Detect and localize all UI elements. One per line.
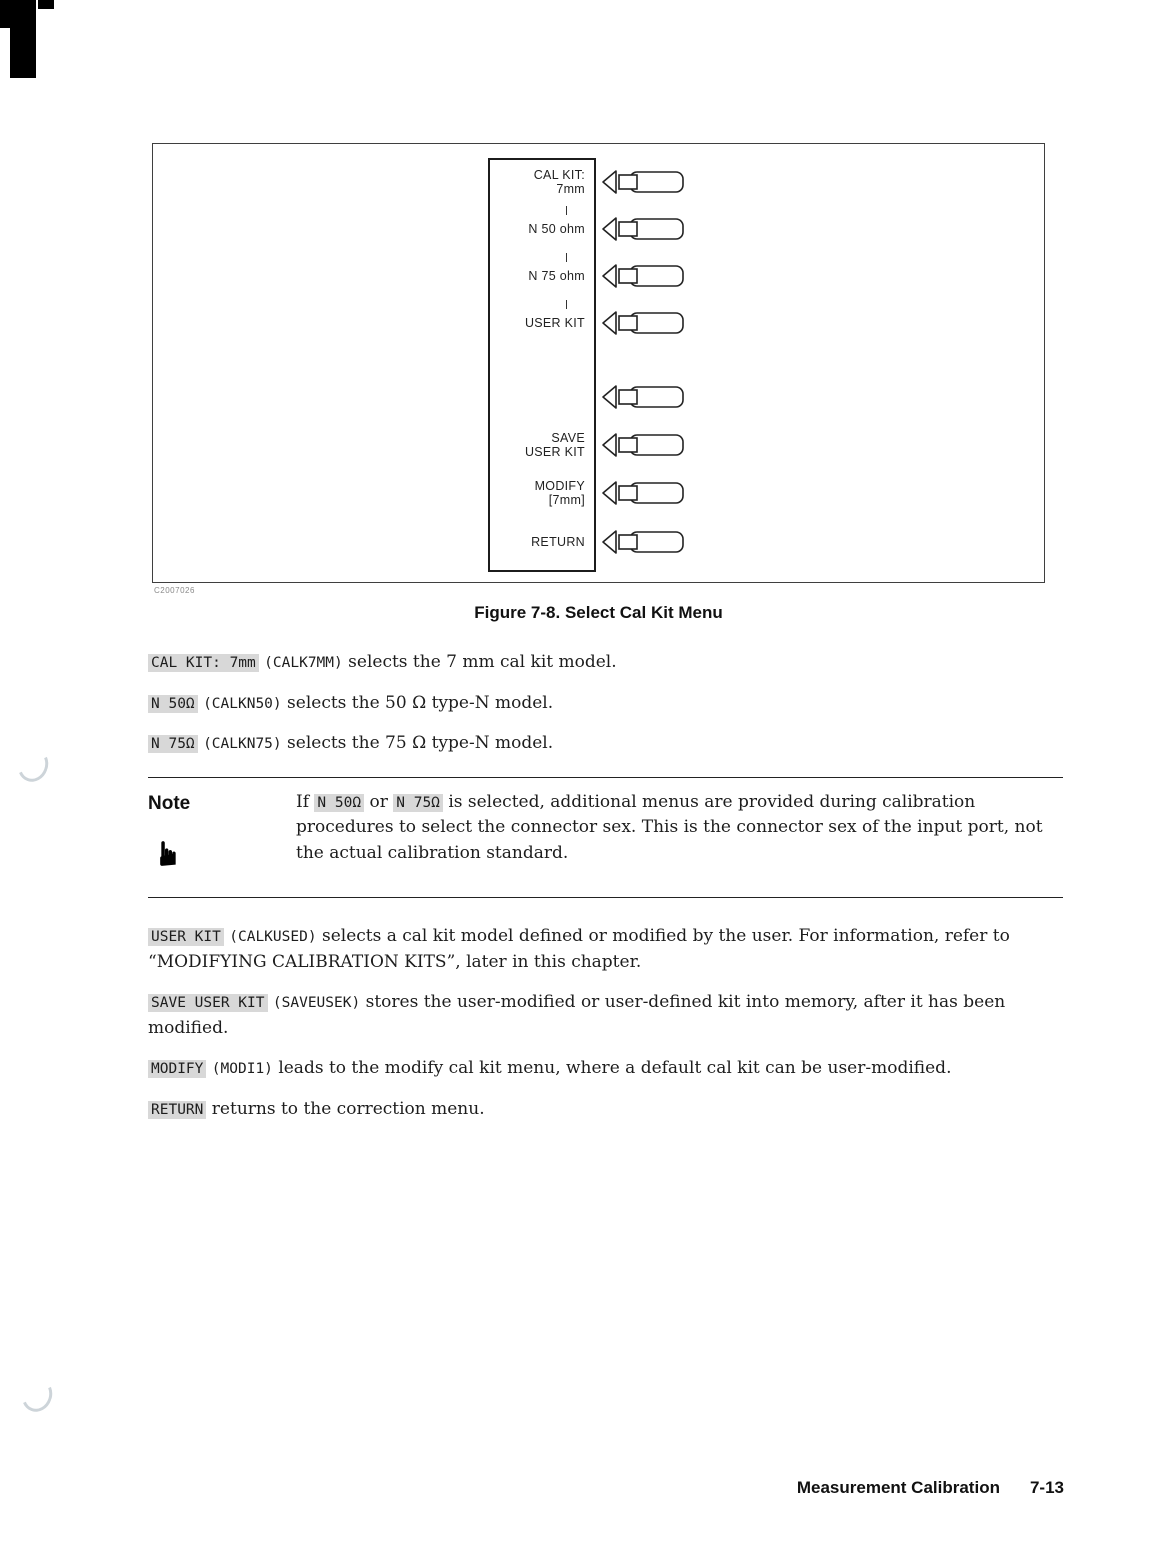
scan-smudge <box>13 744 53 786</box>
softkey-name: MODIFY <box>148 1060 206 1078</box>
softkey-label-n50 <box>492 213 592 245</box>
softkey-label-line: USER KIT <box>524 316 585 330</box>
paragraph-n50 <box>148 691 1063 717</box>
mnemonic: (CALK7MM) <box>264 655 343 671</box>
softkey-button-icon <box>600 384 686 410</box>
softkey-label-line: SAVE <box>551 431 585 445</box>
paragraph-text: selects a cal kit model defined or modified by the user. For information, refer to “MODIFYING CALIBRATION KITS”, later in this chapter. <box>148 926 1010 972</box>
mnemonic: (MODI1) <box>211 1061 273 1077</box>
softkey-name: SAVE USER KIT <box>148 994 268 1012</box>
paragraph-text: stores the user-modified or user-defined kit into memory, after it has been modified. <box>148 992 1006 1038</box>
softkey-button-icon <box>600 529 686 555</box>
softkey-label-n75 <box>492 260 592 292</box>
softkey-label-cal-kit <box>492 166 592 198</box>
softkey-name: RETURN <box>148 1101 206 1119</box>
note-text-part: or <box>369 791 388 812</box>
softkey-label-save-user-kit <box>492 429 592 461</box>
note-text-part: If <box>296 791 310 812</box>
softkey-button-icon <box>600 310 686 336</box>
paragraph-text: selects the 75 Ω type-N model. <box>287 733 554 753</box>
scan-artifact-bar <box>0 0 10 28</box>
softkey-label-line: N 75 ohm <box>528 269 585 283</box>
note-label: Note <box>148 792 191 814</box>
figure-select-cal-kit-menu <box>152 143 1045 583</box>
figure-caption: Figure 7-8. Select Cal Kit Menu <box>474 603 723 622</box>
softkey-label-line: [7mm] <box>548 493 585 507</box>
softkey-name: N 75Ω <box>393 794 443 812</box>
softkey-button-icon <box>600 169 686 195</box>
softkey-button-icon <box>600 480 686 506</box>
paragraph-text: returns to the correction menu. <box>211 1098 485 1119</box>
note-text-part: is selected, additional menus are provided during calibration procedures to select the connector sex. This is the connector sex of the input port, not the actual calibration standard. <box>296 791 1043 863</box>
mnemonic: (CALKN50) <box>203 695 282 712</box>
softkey-name: N 50Ω <box>314 794 364 812</box>
paragraph-save-user-kit <box>148 990 1063 1041</box>
menu-connector-tick <box>566 253 567 262</box>
softkey-label-line: MODIFY <box>534 479 585 493</box>
paragraph-user-kit <box>148 924 1063 975</box>
note-box <box>148 777 1063 899</box>
scan-artifact-bar <box>38 0 54 9</box>
mnemonic: (SAVEUSEK) <box>272 995 361 1011</box>
softkey-button-icon <box>600 432 686 458</box>
footer-section-title: Measurement Calibration <box>796 1478 1000 1497</box>
page-footer <box>148 1478 1064 1498</box>
softkey-label-blank <box>492 381 592 413</box>
softkey-button-icon <box>600 263 686 289</box>
softkey-label-line: USER KIT <box>524 445 585 459</box>
scan-smudge <box>17 1374 57 1416</box>
softkey-name: N 50Ω <box>148 695 198 713</box>
paragraph-n75 <box>148 731 1063 757</box>
mnemonic: (CALKUSED) <box>229 929 317 945</box>
figure-scan-id: C2007026 <box>154 586 195 595</box>
scan-artifact-bar <box>10 0 36 78</box>
paragraph-text: leads to the modify cal kit menu, where a default cal kit can be user-modified. <box>278 1058 952 1078</box>
softkey-label-line: 7mm <box>556 182 585 196</box>
menu-connector-tick <box>566 206 567 215</box>
footer-page-number: 7-13 <box>1029 1478 1064 1497</box>
body-text <box>148 650 1063 1137</box>
paragraph-return <box>148 1097 1063 1123</box>
softkey-label-line: CAL KIT: <box>533 168 585 182</box>
paragraph-modify <box>148 1056 1063 1082</box>
mnemonic: (CALKN75) <box>203 736 282 752</box>
softkey-label-line: RETURN <box>531 535 585 549</box>
softkey-label-line: N 50 ohm <box>528 222 585 236</box>
note-hand-icon: ☛ <box>148 838 189 869</box>
softkey-label-user-kit <box>492 307 592 339</box>
softkey-name: USER KIT <box>148 928 224 946</box>
softkey-name: CAL KIT: 7mm <box>148 654 259 672</box>
paragraph-cal-kit-7mm <box>148 650 1063 676</box>
note-left-column <box>148 790 296 880</box>
softkey-button-icon <box>600 216 686 242</box>
softkey-label-return <box>492 526 592 558</box>
paragraph-text: selects the 7 mm cal kit model. <box>348 652 617 672</box>
note-text <box>296 790 1063 880</box>
paragraph-text: selects the 50 Ω type-N model. <box>287 692 554 713</box>
menu-connector-tick <box>566 300 567 309</box>
softkey-label-modify <box>492 477 592 509</box>
softkey-name: N 75Ω <box>148 735 198 753</box>
